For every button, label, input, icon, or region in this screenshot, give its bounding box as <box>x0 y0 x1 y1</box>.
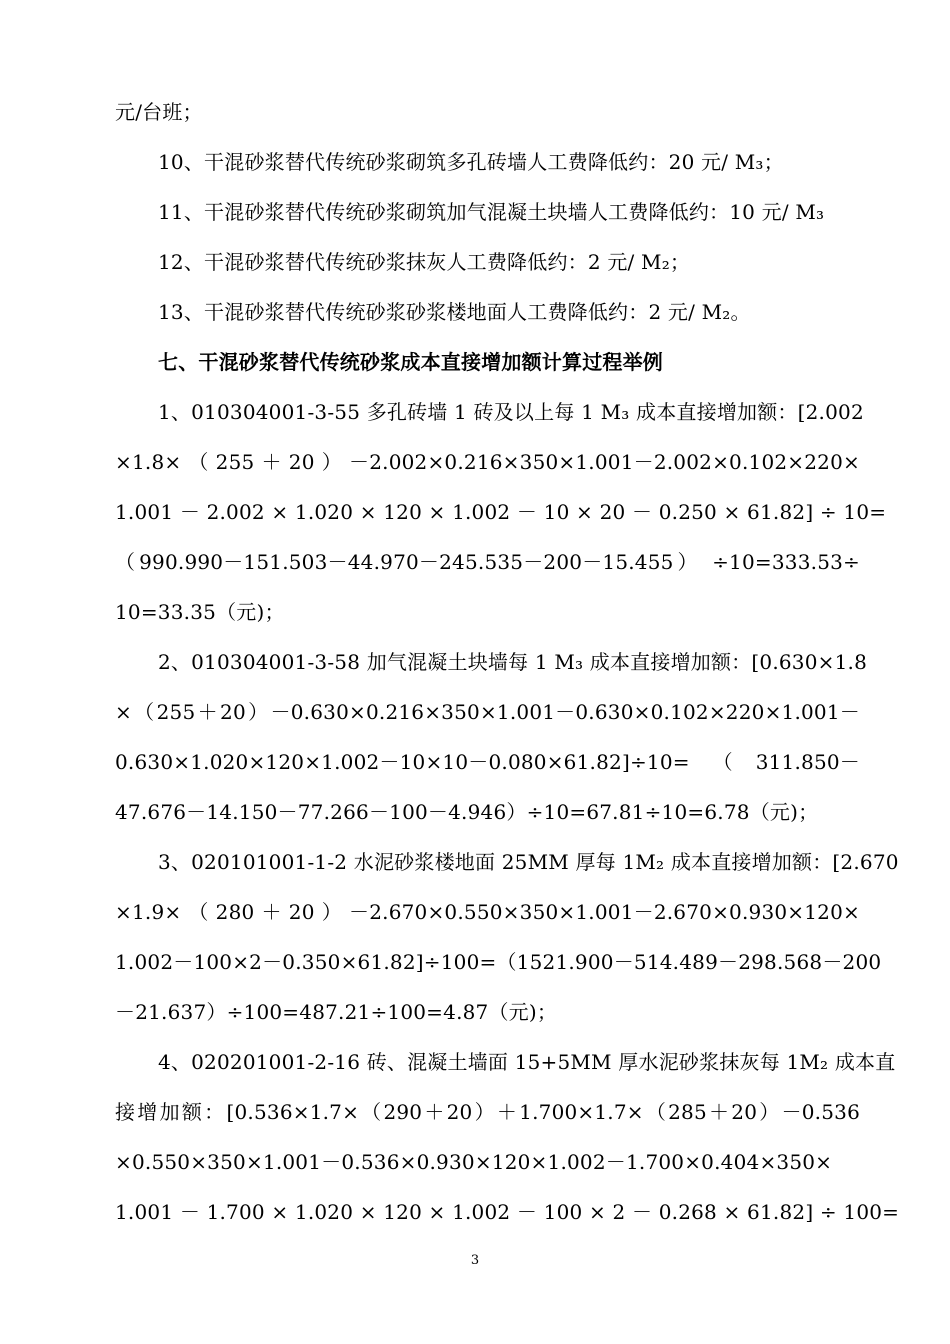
paragraph-line: （990.990－151.503－44.970－245.535－200－15.455） ÷10=333.53÷ <box>115 550 860 574</box>
paragraph-line: 接增加额：[0.536×1.7×（290＋20）＋1.700×1.7×（285＋20）－0.536 <box>115 1100 860 1124</box>
paragraph-line: 0.630×1.020×120×1.002－10×10－0.080×61.82]÷10=（311.850－ <box>115 750 860 774</box>
paragraph-line: 1、010304001-3-55 多孔砖墙 1 砖及以上每 1 M₃ 成本直接增加额：[2.002 <box>158 400 864 424</box>
paragraph-line: 1.002－100×2－0.350×61.82]÷100=（1521.900－514.489－298.568－200 <box>115 950 882 974</box>
paragraph-line: 1.001 － 2.002 × 1.020 × 120 × 1.002 － 10 × 20 － 0.250 × 61.82] ÷ 10= <box>115 500 887 524</box>
paragraph-line: 4、020201001-2-16 砖、混凝土墙面 15+5MM 厚水泥砂浆抹灰每 1M₂ 成本直 <box>158 1050 896 1074</box>
paragraph-line: ×1.9×（280＋20）－2.670×0.550×350×1.001－2.670×0.930×120× <box>115 900 860 924</box>
paragraph-line: 10=33.35（元)； <box>115 600 285 624</box>
list-item: 11、干混砂浆替代传统砂浆砌筑加气混凝土块墙人工费降低约：10 元/ M₃ <box>158 200 825 224</box>
page-number: 3 <box>470 1253 480 1268</box>
paragraph-line: 3、020101001-1-2 水泥砂浆楼地面 25MM 厚每 1M₂ 成本直接增加额：[2.670 <box>158 850 899 874</box>
paragraph-line: 1.001 － 1.700 × 1.020 × 120 × 1.002 － 100 × 2 － 0.268 × 61.82] ÷ 100= <box>115 1200 900 1224</box>
paragraph-line: ×0.550×350×1.001－0.536×0.930×120×1.002－1.700×0.404×350× <box>115 1150 833 1174</box>
paragraph-line: ×1.8×（255＋20）－2.002×0.216×350×1.001－2.002×0.102×220× <box>115 450 860 474</box>
section-heading: 七、干混砂浆替代传统砂浆成本直接增加额计算过程举例 <box>158 350 663 374</box>
paragraph-line: 2、010304001-3-58 加气混凝土块墙每 1 M₃ 成本直接增加额：[0.630×1.8 <box>158 650 868 674</box>
paragraph-line: 47.676－14.150－77.266－100－4.946）÷10=67.81÷10=6.78（元)； <box>115 800 819 824</box>
list-item: 10、干混砂浆替代传统砂浆砌筑多孔砖墙人工费降低约：20 元/ M₃； <box>158 150 784 174</box>
text-line: 元/台班； <box>115 100 203 124</box>
list-item: 13、干混砂浆替代传统砂浆砂浆楼地面人工费降低约：2 元/ M₂。 <box>158 300 751 324</box>
list-item: 12、干混砂浆替代传统砂浆抹灰人工费降低约：2 元/ M₂； <box>158 250 691 274</box>
paragraph-line: ×（255＋20）－0.630×0.216×350×1.001－0.630×0.102×220×1.001－ <box>115 700 860 724</box>
paragraph-line: －21.637）÷100=487.21÷100=4.87（元)； <box>115 1000 558 1024</box>
